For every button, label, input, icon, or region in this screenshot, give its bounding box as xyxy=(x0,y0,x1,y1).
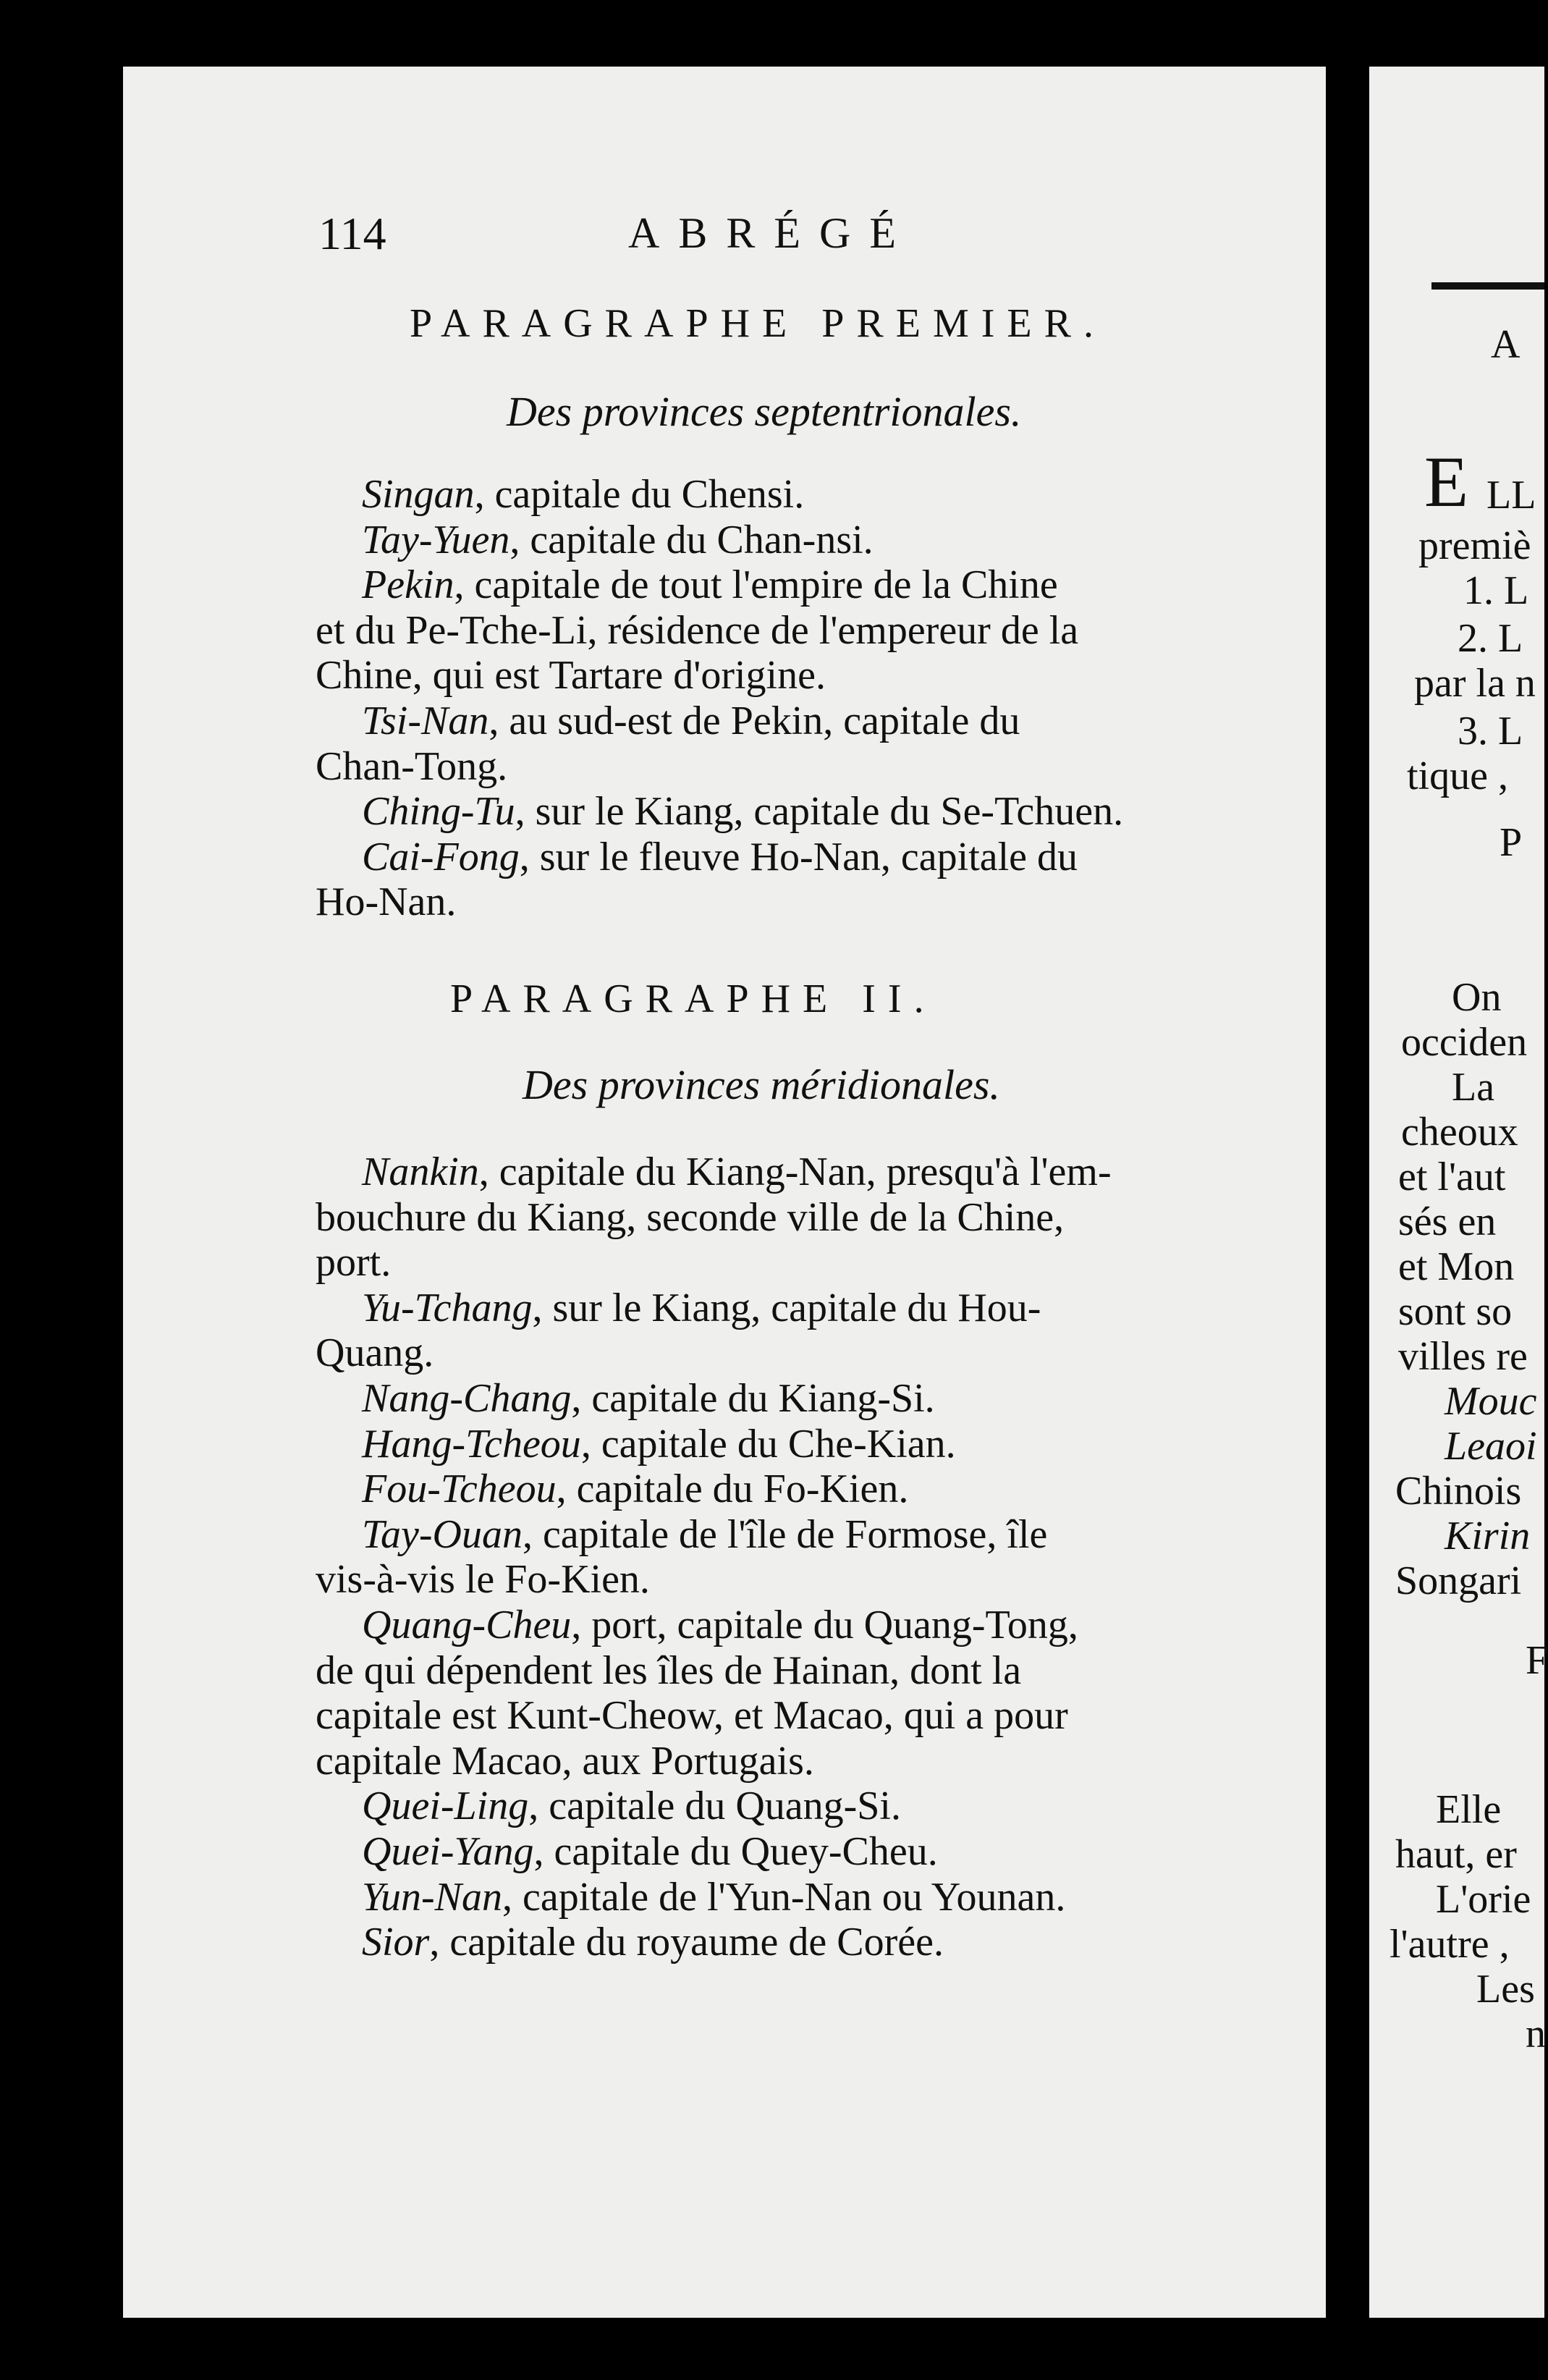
place-name: Quei-Yang xyxy=(362,1829,534,1874)
place-name: Pekin xyxy=(362,562,454,608)
text-line xyxy=(316,1195,1064,1240)
text-line xyxy=(362,1603,1078,1647)
paragraph-subtitle: Des provinces septentrionales. xyxy=(507,388,1022,435)
text-line xyxy=(362,1829,938,1874)
place-name: Singan xyxy=(362,472,475,517)
right-fragment: A xyxy=(1491,322,1520,367)
right-fragment: et l'aut xyxy=(1398,1155,1506,1199)
entry-text: Chan-Tong. xyxy=(316,743,508,789)
right-fragment: Elle xyxy=(1436,1787,1502,1832)
entry-text: capitale est Kunt-Cheow, et Macao, qui a pour xyxy=(316,1693,1068,1739)
text-line xyxy=(362,1512,1047,1557)
text-line xyxy=(316,879,456,924)
right-fragment: Kirin xyxy=(1445,1514,1531,1558)
right-fragment: Songari xyxy=(1395,1558,1522,1603)
right-fragment: l'autre , xyxy=(1390,1922,1510,1967)
text-line xyxy=(362,1149,1112,1194)
right-fragment: par la n xyxy=(1414,661,1536,706)
entry-text: , capitale du Kiang-Si. xyxy=(571,1376,935,1421)
place-name: Tay-Ouan xyxy=(362,1511,523,1557)
entry-text: Chine, qui est Tartare d'origine. xyxy=(316,653,826,699)
text-line xyxy=(362,1286,1041,1330)
right-fragment: LL xyxy=(1486,473,1536,518)
right-fragment: Mouc xyxy=(1445,1379,1537,1424)
right-fragment: sés en xyxy=(1398,1199,1497,1244)
right-fragment: haut, er xyxy=(1395,1832,1517,1877)
right-fragment: On xyxy=(1452,975,1502,1020)
place-name: Tay-Yuen xyxy=(362,517,510,562)
entry-text: , capitale du Fo-Kien. xyxy=(556,1467,909,1512)
text-line xyxy=(316,1739,814,1784)
right-fragment: tique , xyxy=(1407,754,1508,798)
text-line xyxy=(316,1557,650,1602)
text-line xyxy=(362,789,1123,834)
entry-text: , sur le Kiang, capitale du Se-Tchuen. xyxy=(515,789,1124,835)
text-line xyxy=(316,1240,391,1285)
place-name: Cai-Fong xyxy=(362,834,520,879)
right-fragment: L'orie xyxy=(1436,1877,1531,1922)
right-fragment: Chinois xyxy=(1395,1469,1522,1514)
text-line xyxy=(316,653,826,698)
text-line xyxy=(362,1784,901,1828)
right-fragment: Les xyxy=(1476,1967,1535,2012)
text-line xyxy=(362,699,1020,743)
entry-text: port. xyxy=(316,1240,392,1286)
paragraph-title: PARAGRAPHE II. xyxy=(450,976,936,1021)
right-fragment: cheoux xyxy=(1401,1110,1518,1155)
entry-text: , capitale du royaume de Corée. xyxy=(429,1920,944,1965)
right-fragment: 3. L xyxy=(1458,709,1523,754)
place-name: Yun-Nan xyxy=(362,1874,503,1920)
entry-text: , sur le fleuve Ho-Nan, capitale du xyxy=(519,834,1078,879)
entry-text: , capitale du Chan-nsi. xyxy=(509,517,874,562)
entry-text: et du Pe-Tche-Li, résidence de l'empereur de la xyxy=(316,607,1079,653)
right-fragment: sont so xyxy=(1398,1289,1513,1334)
running-title: ABRÉGÉ xyxy=(628,209,915,257)
entry-text: , capitale du Kiang-Nan, presqu'à l'em- xyxy=(478,1149,1112,1194)
entry-text: capitale Macao, aux Portugais. xyxy=(316,1738,814,1784)
right-fragment: P xyxy=(1500,820,1523,865)
text-line xyxy=(362,518,874,562)
text-line xyxy=(316,1693,1068,1738)
right-fragment: F xyxy=(1526,1638,1548,1683)
right-fragment: 2. L xyxy=(1458,616,1523,661)
entry-text: , capitale du Quey-Cheu. xyxy=(533,1829,938,1874)
right-fragment: occiden xyxy=(1401,1020,1528,1065)
text-line xyxy=(316,744,507,789)
page-number: 114 xyxy=(318,208,386,259)
top-rule xyxy=(1431,282,1544,290)
right-fragment: et Mon xyxy=(1398,1244,1515,1289)
place-name: Yu-Tchang xyxy=(362,1285,533,1330)
entry-text: Quang. xyxy=(316,1330,434,1376)
entry-text: de qui dépendent les îles de Hainan, dont la xyxy=(316,1647,1022,1693)
entry-text: , capitale de l'Yun-Nan ou Younan. xyxy=(502,1874,1066,1920)
place-name: Hang-Tcheou xyxy=(362,1421,581,1467)
right-fragment: 1. L xyxy=(1463,568,1529,613)
right-fragment: villes re xyxy=(1398,1334,1528,1379)
place-name: Tsi-Nan xyxy=(362,699,489,743)
right-fragment: Leaoi xyxy=(1445,1424,1537,1469)
entry-text: Ho-Nan. xyxy=(316,879,457,925)
text-line xyxy=(362,1467,908,1511)
text-line xyxy=(362,1875,1065,1920)
entry-text: , port, capitale du Quang-Tong, xyxy=(571,1603,1078,1647)
text-line xyxy=(362,1376,935,1421)
place-name: Quei-Ling xyxy=(362,1784,529,1829)
entry-text: , capitale du Chensi. xyxy=(474,472,805,517)
entry-text: , sur le Kiang, capitale du Hou- xyxy=(532,1285,1041,1330)
text-line xyxy=(316,608,1078,653)
place-name: Fou-Tcheou xyxy=(362,1467,557,1512)
entry-text: bouchure du Kiang, seconde ville de la Chine, xyxy=(316,1194,1065,1240)
paragraph-title: PARAGRAPHE PREMIER. xyxy=(410,301,1106,346)
right-fragment: n xyxy=(1526,2012,1546,2056)
place-name: Nankin xyxy=(362,1149,479,1194)
entry-text: , capitale du Che-Kian. xyxy=(580,1421,956,1467)
text-line xyxy=(362,1422,956,1467)
text-line xyxy=(362,1920,944,1965)
entry-text: , capitale du Quang-Si. xyxy=(528,1784,901,1829)
text-line xyxy=(316,1330,433,1375)
paragraph-subtitle: Des provinces méridionales. xyxy=(523,1061,1000,1108)
right-fragment: premiè xyxy=(1418,523,1531,568)
entry-text: , au sud-est de Pekin, capitale du xyxy=(488,699,1020,743)
text-line xyxy=(316,1648,1021,1693)
entry-text: vis-à-vis le Fo-Kien. xyxy=(316,1557,650,1603)
right-drop-cap: E xyxy=(1424,442,1469,522)
entry-text: , capitale de l'île de Formose, île xyxy=(522,1511,1048,1557)
place-name: Quang-Cheu xyxy=(362,1603,572,1647)
text-line xyxy=(362,562,1058,607)
text-line xyxy=(362,835,1078,879)
place-name: Sior xyxy=(362,1920,430,1965)
place-name: Nang-Chang xyxy=(362,1376,572,1421)
entry-text: , capitale de tout l'empire de la Chine xyxy=(454,562,1058,608)
text-line xyxy=(362,472,804,517)
right-fragment: La xyxy=(1452,1065,1495,1110)
place-name: Ching-Tu xyxy=(362,789,515,835)
